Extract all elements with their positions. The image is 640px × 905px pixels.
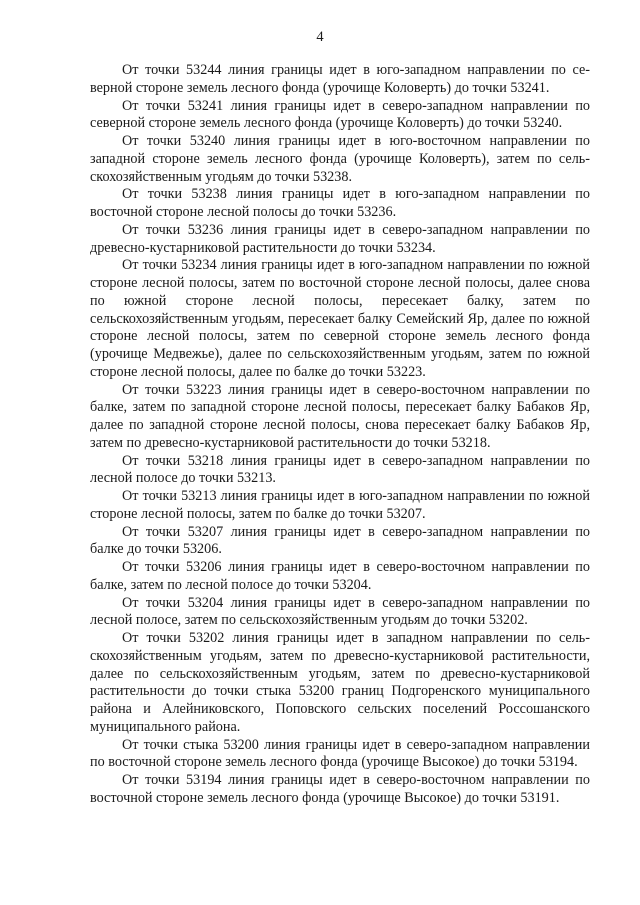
- paragraph: От точки 53207 линия границы идет в северо-западном направлении по балке до точки 53206.: [90, 523, 590, 558]
- paragraph: От точки 53241 линия границы идет в северо-западном направлении по северной стороне земель лесного фонда (урочище Коловерть) до точки 53240.: [90, 97, 590, 132]
- paragraph: От точки 53244 линия границы идет в юго-западном направлении по северной стороне земель лесного фонда (урочище Коловерть) до точки 53241.: [90, 62, 590, 96]
- page-number: 4: [316, 29, 324, 45]
- paragraph: От точки 53204 линия границы идет в северо-западном направлении по лесной полосе, затем по сельскохозяйственным угодьям до точки 53202.: [90, 594, 590, 629]
- paragraph: От точки стыка 53200 линия границы идет в северо-западном направлении по восточной стороне земель лесного фонда (урочище Высокое) до точки 53194.: [90, 736, 590, 771]
- paragraph: От точки 53218 линия границы идет в северо-западном направлении по лесной полосе до точки 53213.: [90, 452, 590, 487]
- paragraph: От точки 53194 линия границы идет в северо-восточном направлении по восточной стороне земель лесного фонда (урочище Высокое) до точки 53191.: [90, 772, 590, 806]
- paragraph: От точки 53234 линия границы идет в юго-западном направлении по южной стороне лесной полосы, затем по восточной стороне лесной полосы, далее снова по южной стороне лесной полосы, пересекает балку, затем по сельскохозяйственным угодьям, пересекает балку Семейский Яр, далее по южной стороне лесной полосы, затем по северной стороне земель лесного фонда (урочище Медвежье), далее по сельскохозяйственным угодьям, затем по южной стороне лесной полосы, далее по балке до точки 53223.: [90, 257, 590, 380]
- paragraph: От точки 53206 линия границы идет в северо-восточном направлении по балке, затем по лесной полосе до точки 53204.: [90, 559, 590, 593]
- document-body: [90, 62, 590, 808]
- paragraph: От точки 53238 линия границы идет в юго-западном направлении по восточной стороне лесной полосы до точки 53236.: [90, 186, 590, 220]
- paragraph: От точки 53223 линия границы идет в северо-восточном направлении по балке, затем по западной стороне лесной полосы, пересекает балку Бабаков Яр, далее по западной стороне лесной полосы, снова пересекает балку Бабаков Яр, затем по древесно-кустарниковой растительности до точки 53218.: [90, 381, 590, 451]
- paragraph: От точки 53236 линия границы идет в северо-западном направлении по древесно-кустарниковой растительности до точки 53234.: [90, 221, 590, 256]
- paragraph: От точки 53240 линия границы идет в юго-восточном направлении по западной стороне земель лесного фонда (урочище Коловерть), затем по сельскохозяйственным угодьям до точки 53238.: [90, 133, 590, 185]
- paragraph: От точки 53213 линия границы идет в юго-западном направлении по южной стороне лесной полосы, затем по балке до точки 53207.: [90, 488, 590, 522]
- paragraph: От точки 53202 линия границы идет в западном направлении по сельскохозяйственным угодьям, затем по древесно-кустарниковой растительности, далее по сельскохозяйственным угодьям, затем по древесно-кустарниковой растительности до точки стыка 53200 границ Подгоренского муниципального района и Алейниковского, Поповского сельских поселений Россошанского муниципального района.: [90, 630, 590, 735]
